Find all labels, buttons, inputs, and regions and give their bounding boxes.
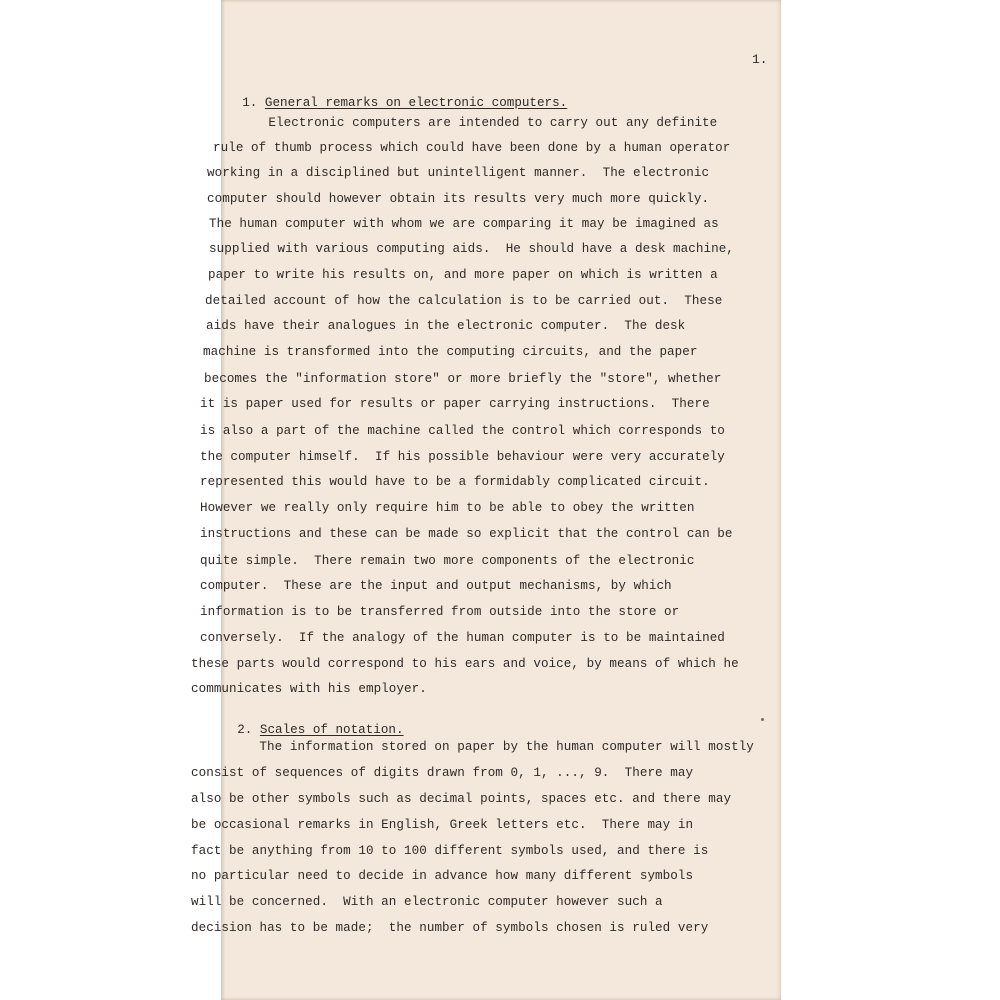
text-line: quite simple. There remain two more components of the electronic — [200, 554, 695, 568]
text-line: paper to write his results on, and more paper on which is written a — [208, 268, 718, 282]
text-line: becomes the "information store" or more briefly the "store", whether — [204, 372, 722, 386]
text-line: The human computer with whom we are comparing it may be imagined as — [209, 217, 719, 231]
text-line: computer should however obtain its results very much more quickly. — [207, 192, 710, 206]
text-line: these parts would correspond to his ears and voice, by means of which he — [191, 657, 739, 671]
text-line: also be other symbols such as decimal points, spaces etc. and there may — [191, 792, 732, 806]
text-line: working in a disciplined but unintelligent manner. The electronic — [207, 166, 710, 180]
section-1-title: General remarks on electronic computers. — [264, 96, 568, 110]
text-line: detailed account of how the calculation is to be carried out. These — [205, 294, 723, 308]
text-line: supplied with various computing aids. He should have a desk machine, — [209, 242, 734, 256]
text-line: aids have their analogues in the electronic computer. The desk — [206, 319, 686, 333]
text-line: represented this would have to be a formidably complicated circuit. — [200, 475, 710, 489]
text-line: will be concerned. With an electronic computer however such a — [191, 895, 663, 909]
text-line: However we really only require him to be able to obey the written — [200, 501, 695, 515]
section-2-title: Scales of notation. — [259, 723, 404, 737]
text-line: decision has to be made; the number of symbols chosen is ruled very — [191, 921, 709, 935]
text-line: no particular need to decide in advance how many different symbols — [191, 869, 694, 883]
paper-speck — [761, 718, 764, 721]
typed-document-page — [191, 0, 781, 1000]
text-line: it is paper used for results or paper carrying instructions. There — [200, 397, 710, 411]
text-line: Electronic computers are intended to carry out any definite — [238, 116, 718, 130]
text-line: machine is transformed into the computing circuits, and the paper — [203, 345, 698, 359]
text-line: is also a part of the machine called the control which corresponds to — [200, 424, 725, 438]
text-line: consist of sequences of digits drawn from 0, 1, ..., 9. There may — [191, 766, 694, 780]
text-line: information is to be transferred from outside into the store or — [200, 605, 680, 619]
text-line: communicates with his employer. — [191, 682, 427, 696]
text-line: the computer himself. If his possible behaviour were very accurately — [200, 450, 725, 464]
section-1-number: 1. — [242, 96, 258, 110]
page-number: 1. — [752, 52, 768, 67]
text-line: computer. These are the input and output mechanisms, by which — [200, 579, 672, 593]
text-line: rule of thumb process which could have been done by a human operator — [213, 141, 731, 155]
section-2-number: 2. — [237, 723, 253, 737]
text-line: be occasional remarks in English, Greek letters etc. There may in — [191, 818, 694, 832]
text-line: fact be anything from 10 to 100 different symbols used, and there is — [191, 844, 709, 858]
text-line: The information stored on paper by the human computer will mostly — [229, 740, 754, 754]
text-line: conversely. If the analogy of the human computer is to be maintained — [200, 631, 725, 645]
text-line: instructions and these can be made so explicit that the control can be — [200, 527, 733, 541]
